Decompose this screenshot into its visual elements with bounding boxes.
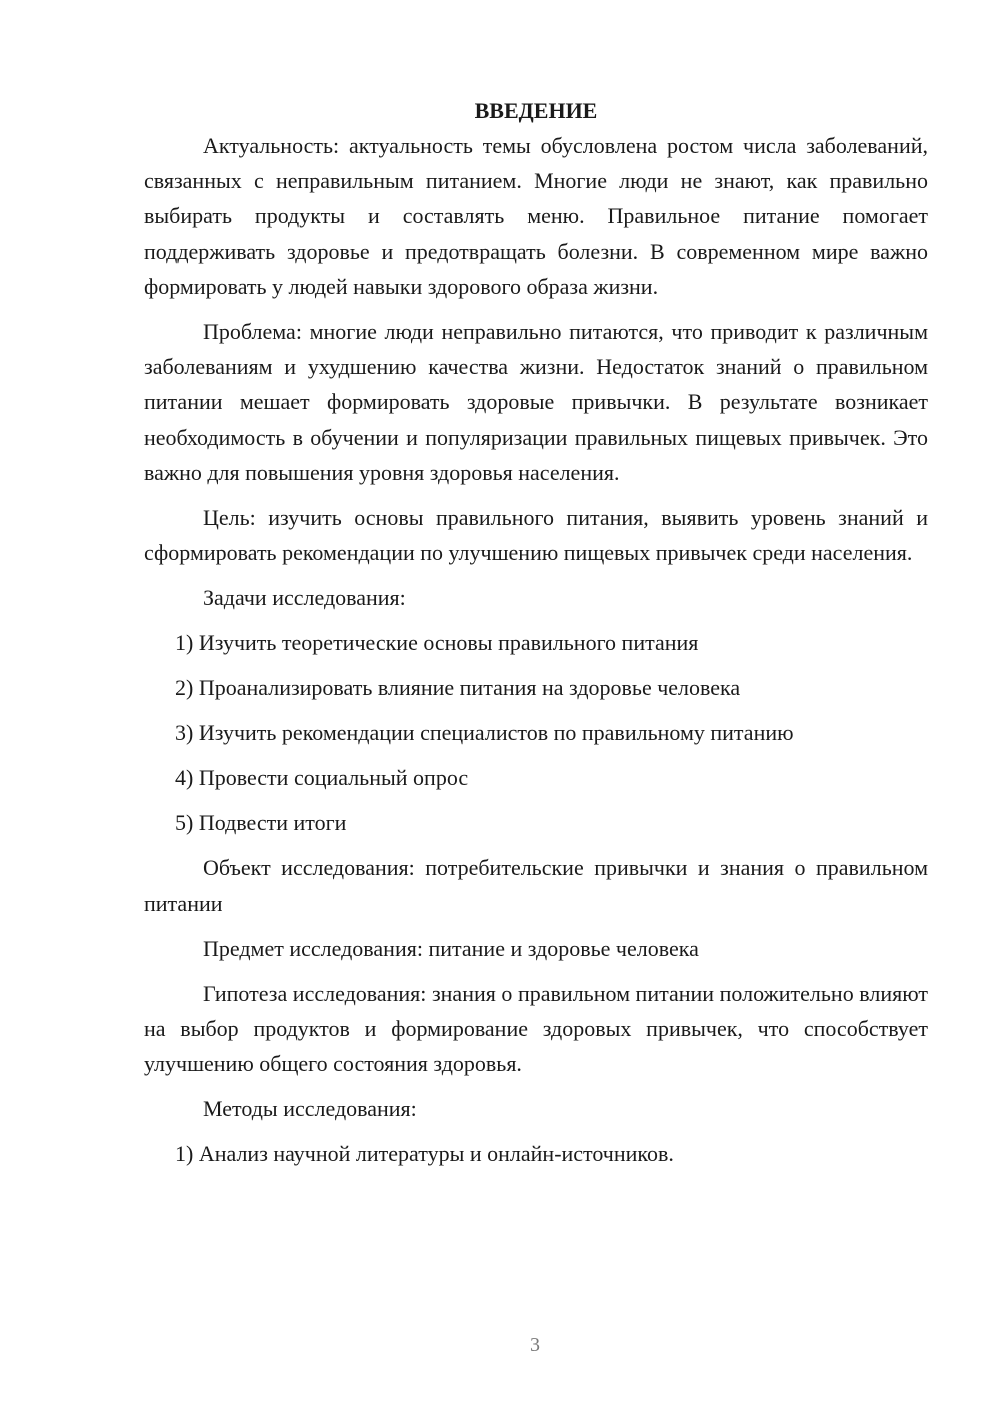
methods-list (144, 1136, 928, 1171)
tasks-title: Задачи исследования: (203, 585, 406, 611)
problem-paragraph: Проблема: многие люди неправильно питаются, что приводит к различным заболеваниям и ухудшению качества жизни. Недостаток знаний о правильном питании мешает формировать здоровые привычки. В результате возникает необходимость в обучении и популяризации правильных пищевых привычек. Это важно для повышения уровня здоровья населения. (144, 319, 928, 485)
list-item: 2) Проанализировать влияние питания на здоровье человека (175, 675, 741, 701)
list-item: 4) Провести социальный опрос (175, 765, 469, 791)
list-item: 1) Анализ научной литературы и онлайн-источников. (175, 1141, 674, 1167)
list-item: 1) Изучить теоретические основы правильного питания (175, 630, 699, 656)
hypothesis-paragraph: Гипотеза исследования: знания о правильном питании положительно влияют на выбор продуктов и формирование здоровых привычек, что способствует улучшению общего состояния здоровья. (144, 980, 928, 1077)
section-heading: ВВЕДЕНИЕ (474, 98, 598, 123)
object-paragraph: Объект исследования: потребительские привычки и знания о правильном питании (144, 855, 928, 916)
page-content (144, 94, 928, 1181)
goal-paragraph: Цель: изучить основы правильного питания, выявить уровень знаний и сформировать рекомендации по улучшению пищевых привычек среди населения. (144, 505, 928, 566)
list-item: 3) Изучить рекомендации специалистов по правильному питанию (175, 720, 794, 746)
relevance-paragraph: Актуальность: актуальность темы обусловлена ростом числа заболеваний, связанных с неправильным питанием. Многие люди не знают, как правильно выбирать продукты и составлять меню. Правильное питание помогает поддерживать здоровье и предотвращать болезни. В современном мире важно формировать у людей навыки здорового образа жизни. (144, 133, 928, 299)
page-number: 3 (530, 1334, 540, 1356)
list-item: 5) Подвести итоги (175, 810, 347, 836)
tasks-list (144, 625, 928, 840)
methods-title: Методы исследования: (203, 1096, 417, 1122)
subject-paragraph: Предмет исследования: питание и здоровье человека (203, 935, 699, 961)
